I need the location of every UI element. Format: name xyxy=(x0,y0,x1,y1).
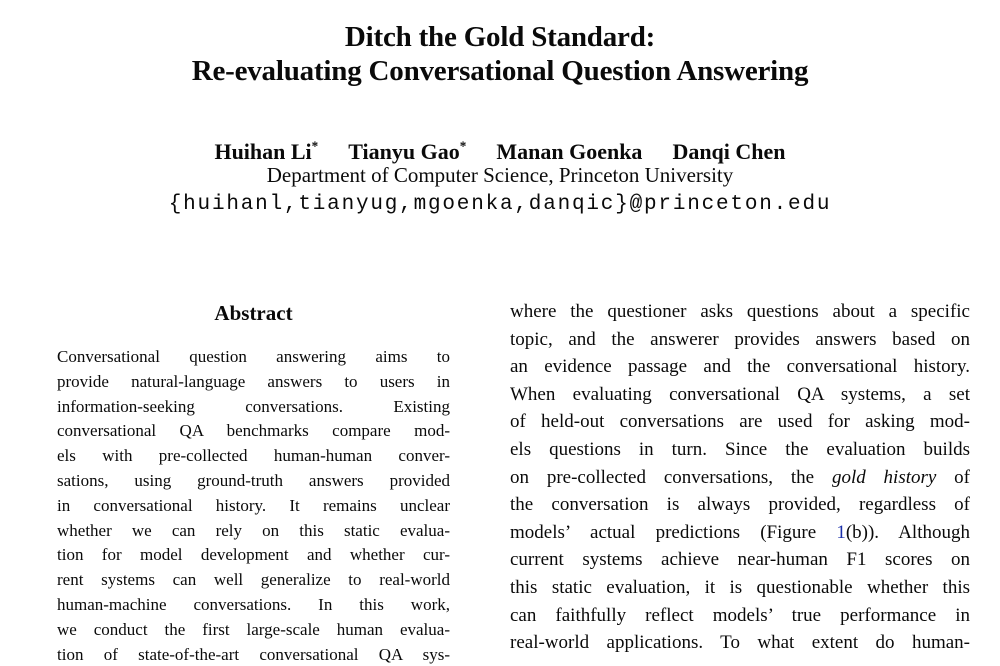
text-line xyxy=(510,408,970,436)
figure-ref-link[interactable]: 1 xyxy=(836,521,846,543)
text-segment: els with pre-collected human-human conver- xyxy=(57,446,450,466)
text-segment: conversational QA benchmarks compare mod- xyxy=(57,421,450,441)
author-name: Tianyu Gao xyxy=(348,139,460,165)
text-line xyxy=(510,436,970,464)
text-segment: topic, and the answerer provides answers based on xyxy=(510,328,970,350)
text-line xyxy=(510,546,970,574)
text-line xyxy=(57,395,450,420)
intro-column-body xyxy=(510,298,970,657)
text-line xyxy=(510,353,970,381)
text-line xyxy=(57,494,450,519)
text-line xyxy=(57,643,450,666)
text-segment: can faithfully reflect models’ true performance in xyxy=(510,604,970,626)
author-footnote-marker: * xyxy=(459,139,467,154)
text-line xyxy=(510,574,970,602)
text-line xyxy=(57,444,450,469)
text-line xyxy=(57,419,450,444)
text-line xyxy=(510,629,970,657)
text-line xyxy=(57,568,450,593)
author-footnote-marker: * xyxy=(311,139,319,154)
text-segment: an evidence passage and the conversational history. xyxy=(510,356,970,378)
author-list xyxy=(0,133,1000,165)
text-segment: human-machine conversations. In this work, xyxy=(57,594,450,614)
text-segment: tion of state-of-the-art conversational QA sys- xyxy=(57,644,450,664)
text-segment: When evaluating conversational QA systems, a set xyxy=(510,383,970,405)
text-segment: the conversation is always provided, regardless of xyxy=(510,494,970,516)
author-name: Manan Goenka xyxy=(496,139,643,165)
paper-title-line1: Ditch the Gold Standard: xyxy=(344,21,656,53)
affiliation: Department of Computer Science, Princeton University xyxy=(266,163,734,187)
text-segment: where the questioner asks questions about a specific xyxy=(510,301,970,322)
paper-title xyxy=(0,20,1000,88)
text-line xyxy=(510,602,970,630)
text-segment: rent systems can well generalize to real-world xyxy=(57,570,450,590)
text-line xyxy=(57,345,450,370)
text-segment: this static evaluation, it is questionable whether this xyxy=(510,576,970,598)
author-danqi-chen xyxy=(672,139,785,164)
text-segment: in conversational history. It remains unclear xyxy=(57,495,450,515)
text-segment: models’ actual predictions (Figure xyxy=(510,521,837,543)
text-line xyxy=(57,618,450,643)
author-manan-goenka xyxy=(496,139,642,164)
text-line xyxy=(510,519,970,547)
text-segment: sations, using ground-truth answers provided xyxy=(57,470,450,490)
text-line xyxy=(510,298,970,326)
text-segment: on pre-collected conversations, the xyxy=(510,466,832,488)
author-tianyu-gao xyxy=(348,139,466,164)
text-line xyxy=(57,519,450,544)
text-line xyxy=(510,326,970,354)
text-segment: information-seeking conversations. Existing xyxy=(57,396,450,416)
text-segment: current systems achieve near-human F1 scores on xyxy=(510,549,970,571)
text-segment: whether we can rely on this static evalua- xyxy=(57,520,450,540)
text-line xyxy=(510,491,970,519)
text-line xyxy=(510,464,970,492)
text-segment: real-world applications. To what extent do human- xyxy=(510,632,970,654)
paper-title-line2: Re-evaluating Conversational Question Answering xyxy=(191,55,809,87)
abstract-body xyxy=(57,345,450,666)
text-segment: of xyxy=(936,466,970,488)
text-segment: tion for model development and whether cur- xyxy=(57,545,450,565)
author-huihan-li xyxy=(214,139,318,164)
emphasized-text: gold history xyxy=(831,466,937,488)
email-line: {huihanl,tianyug,mgoenka,danqic}@princeton.edu xyxy=(168,193,832,216)
author-name: Danqi Chen xyxy=(672,139,786,165)
text-line xyxy=(57,469,450,494)
text-line xyxy=(57,593,450,618)
abstract-heading: Abstract xyxy=(214,301,293,325)
text-segment: Conversational question answering aims to xyxy=(57,347,450,366)
text-segment: we conduct the first large-scale human evalua- xyxy=(57,619,450,639)
author-name: Huihan Li xyxy=(214,139,312,165)
text-line xyxy=(57,370,450,395)
text-segment: provide natural-language answers to users in xyxy=(57,371,450,391)
text-segment: of held-out conversations are used for asking mod- xyxy=(510,411,970,433)
text-line xyxy=(57,543,450,568)
text-segment: els questions in turn. Since the evaluation builds xyxy=(510,438,970,460)
text-segment: (b)). Although xyxy=(845,521,970,543)
text-line xyxy=(510,381,970,409)
